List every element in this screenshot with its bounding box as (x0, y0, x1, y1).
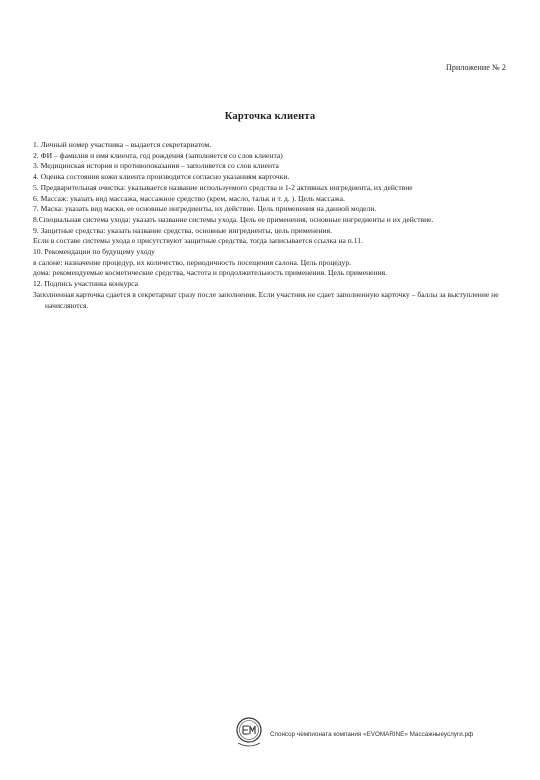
evomarine-logo-icon (234, 716, 264, 748)
document-title: Карточка клиента (224, 111, 316, 122)
list-item: 7. Маска: указать вид маски, ее основные ингредиенты, их действие. Цель применения на данной модели. (33, 204, 377, 214)
list-item: дома: рекомендуемые косметические средства, частота и продолжительность применения. Цель применения. (33, 268, 388, 278)
list-item: Заполненная карточка сдается в секретариат сразу после заполнения. Если участник не сдает заполненную карточку – баллы за выступление не начисляются. (33, 289, 499, 310)
list-item: 9. Защитные средства: указать название средства, основные ингредиенты, цель применения. (33, 225, 332, 235)
list-item: 6. Массаж: указать вид массажа, массажное средство (крем, масло, тальк и т. д. ). Цель массажа. (33, 193, 345, 203)
list-item: 1. Личный номер участника – выдается секретариатом. (33, 140, 212, 149)
page-footer (234, 716, 534, 756)
list-item: 4. Оценка состояния кожи клиента производится согласно указаниям карточки. (33, 172, 290, 182)
list-item: Если в составе системы ухода е присутствуют защитные средства, тогда записывается ссылка на п.11. (33, 236, 363, 246)
list-item: 5. Предварительная очистка: указывается название используемого средства и 1-2 активных ингредиента, их действие (33, 182, 413, 192)
list-item: 2. ФИ – фамилия и имя клиента, год рождения (заполняется со слов клиента) (33, 150, 283, 160)
list-item: 3. Медицинская история и противопоказания – заполняется со слов клиента (33, 161, 279, 171)
list-item: 12. Подпись участника конкурса (33, 279, 138, 289)
list-item: 10. Рекомендации по будущему уходу (33, 247, 155, 257)
footer-sponsor-text: Спонсор чемпионата компания «EVOMARINE» Массажныеуслуги.рф (270, 731, 474, 738)
document-body (33, 140, 509, 311)
list-item: 8.Специальная система ухода: указать название системы ухода. Цель ее применения, основные ингредиенты и их действие. (33, 214, 434, 224)
appendix-label: Приложение № 2 (446, 63, 506, 72)
list-item: в салоне: назначение процедур, их количество, периодичность посещения салона. Цель процедур. (33, 257, 352, 267)
